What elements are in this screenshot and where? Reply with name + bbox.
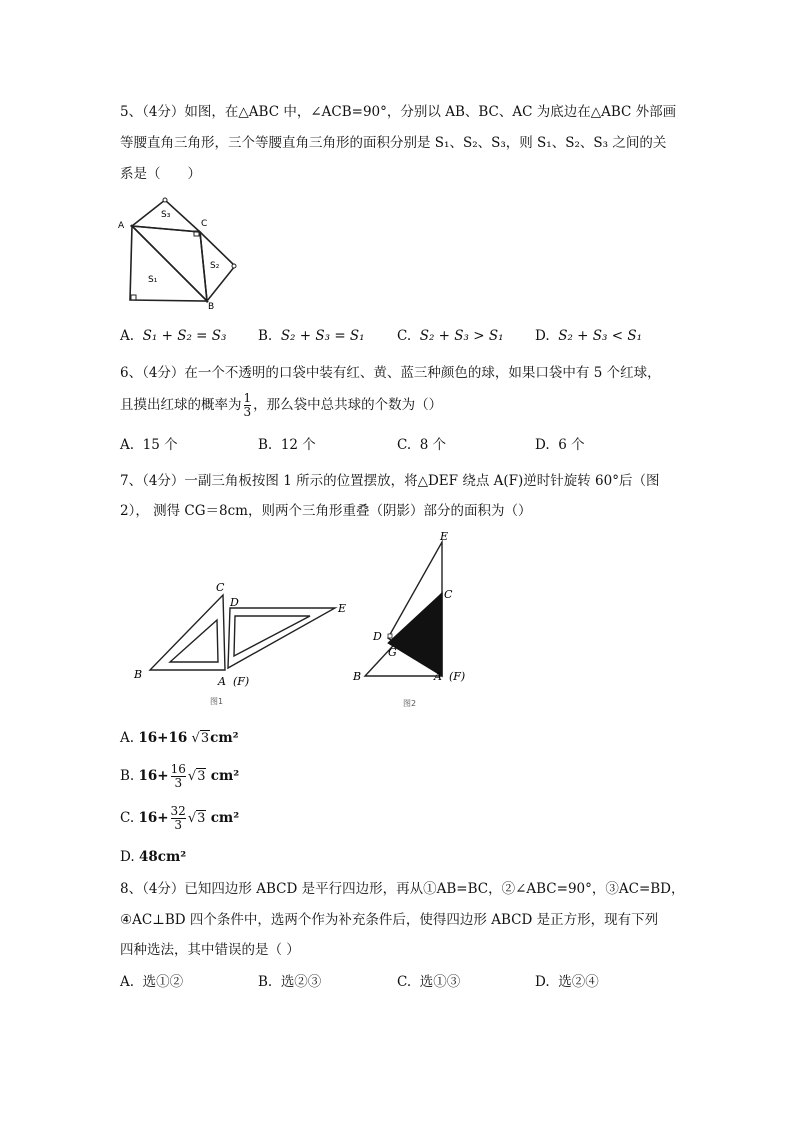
q6-option-b: B. 12 个: [258, 437, 316, 453]
fig1-label-a: A: [218, 675, 226, 688]
q7-line-2: 2）， 测得 CG＝8cm，则两个三角形重叠（阴影）部分的面积为（）: [120, 503, 532, 519]
fig2-label-c: C: [444, 588, 453, 601]
q7-figure-1: [130, 580, 360, 710]
q5-option-b: B. S₂ + S₃ = S₁: [258, 328, 365, 344]
triangle-abc-inner: [170, 620, 218, 662]
q5-line-1: 5、（4分）如图，在△ABC 中，∠ACB=90°，分别以 AB、BC、AC 为底边在△ABC 外部画: [120, 104, 677, 120]
right-angle-marker-d: [388, 634, 392, 638]
q7-option-a: A. 16+16 √3cm²: [120, 730, 239, 746]
q7-line-1: 7、（4分）一副三角板按图 1 所示的位置摆放，将△DEF 绕点 A(F)逆时针旋转 60°后（图: [120, 473, 660, 489]
q5-figure: [110, 192, 250, 312]
q7-option-c: C. 16+ $\frac{32}{3}$ √3 cm²: [120, 804, 240, 832]
q8-line-1: 8、（4分）已知四边形 ABCD 是平行四边形，再从①AB=BC，②∠ABC=90°，③AC=BD，: [120, 881, 685, 897]
q7-option-b: B. 16+ $\frac{16}{3}$ √3 cm²: [120, 762, 240, 790]
q8-option-a: A. 选①②: [120, 974, 184, 990]
q8-option-d: D. 选②④: [535, 974, 599, 990]
q6-line-2: 且摸出红球的概率为 $\frac{1}{3}$ ，那么袋中总共球的个数为（）: [120, 391, 443, 419]
q8-option-c: C. 选①③: [397, 974, 461, 990]
fig2-caption: 图2: [403, 699, 417, 708]
q6-option-a: A. 15 个: [120, 437, 178, 453]
label-b: B: [208, 302, 215, 312]
triangle-def-inner: [234, 616, 310, 656]
q6-line-1: 6、（4分）在一个不透明的口袋中装有红、黄、蓝三种颜色的球，如果口袋中有 5 个红球，: [120, 365, 661, 381]
q5-option-a: A. S₁ + S₂ = S₃: [120, 328, 227, 344]
q6-option-c: C. 8 个: [397, 437, 447, 453]
fig1-label-e: E: [338, 602, 347, 615]
q8-option-b: B. 选②③: [258, 974, 322, 990]
q5-line-3: 系是（ ）: [120, 166, 201, 182]
fig2-label-g: G: [388, 646, 397, 659]
right-angle-marker-s2: [232, 264, 236, 268]
q6-option-d: D. 6 个: [535, 437, 585, 453]
triangle-def-outer: [228, 608, 335, 668]
fig1-label-c: C: [216, 581, 225, 594]
fig2-label-e: E: [440, 530, 449, 543]
q8-line-2: ④AC⊥BD 四个条件中，选两个作为补充条件后，使得四边形 ABCD 是正方形，现有下列: [120, 912, 659, 928]
fig2-label-f: (F): [449, 670, 466, 683]
fig2-label-b: B: [353, 670, 362, 683]
q7-option-d: D. 48cm²: [120, 849, 187, 865]
q5-line-2: 等腰直角三角形，三个等腰直角三角形的面积分别是 S₁、S₂、S₃，则 S₁、S₂、S₃ 之间的关: [120, 135, 667, 151]
fig2-label-d: D: [373, 630, 382, 643]
label-c: C: [201, 219, 208, 229]
right-angle-marker-s3: [163, 198, 167, 202]
q8-line-3: 四种选法，其中错误的是（ ）: [120, 942, 300, 958]
triangle-abc-outer: [150, 595, 225, 670]
label-s1: S₁: [148, 275, 158, 285]
fig2-label-a: A: [434, 670, 442, 683]
shaded-overlap: [388, 593, 442, 676]
label-a: A: [118, 221, 125, 231]
fig1-label-f: (F): [233, 675, 250, 688]
label-s3: S₃: [161, 210, 171, 220]
fig1-caption: 图1: [210, 697, 224, 706]
fig1-label-b: B: [134, 668, 143, 681]
label-s2: S₂: [210, 261, 220, 271]
fig1-label-d: D: [230, 596, 239, 609]
q5-option-c: C. S₂ + S₃ > S₁: [397, 328, 504, 344]
q6-fraction: $\frac{1}{3}$: [243, 391, 252, 419]
q7-figure-2: [345, 528, 475, 718]
square-s1: [130, 226, 207, 301]
q5-option-d: D. S₂ + S₃ < S₁: [535, 328, 643, 344]
